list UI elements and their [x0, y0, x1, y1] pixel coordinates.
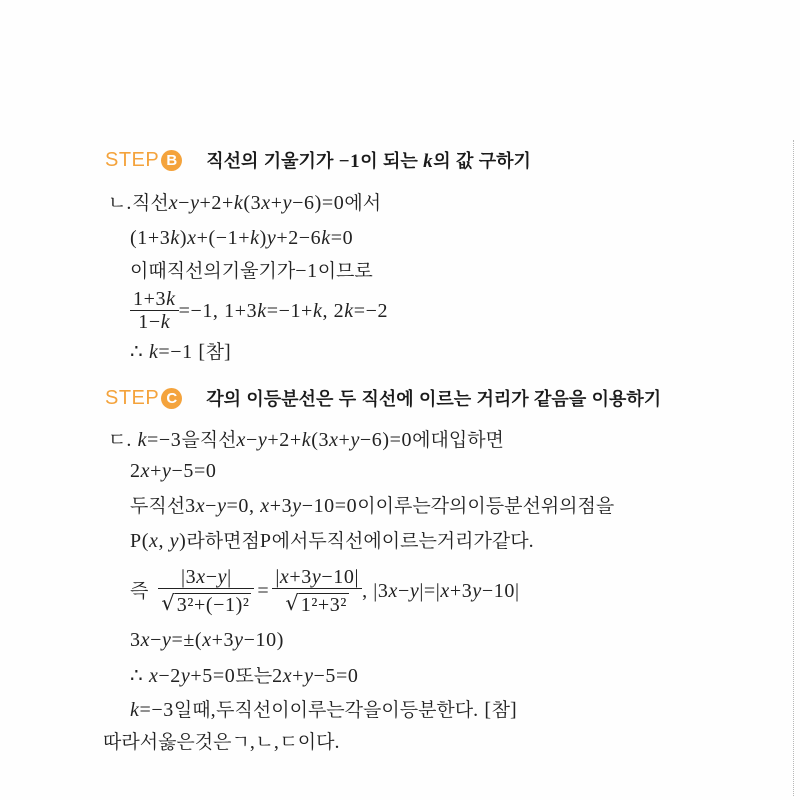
- math-variable: x: [261, 192, 271, 214]
- math-variable: y: [257, 429, 268, 451]
- math-variable: y: [169, 530, 180, 552]
- math-run: , |3x−y|=|x+3y−10|: [362, 579, 520, 602]
- math-run: =−1, 1+3k=−1+k, 2k=−2: [178, 299, 389, 322]
- math-variable: y: [350, 429, 360, 451]
- distance-fraction-1: [158, 566, 254, 615]
- math-run: .: [528, 530, 535, 552]
- math-run: −1: [333, 151, 361, 172]
- item-b-statement: ㄴ . 직선 x−y+2+k(3x+y−6)=0 에서: [108, 192, 382, 214]
- step-badge: C: [161, 388, 182, 409]
- math-run: x−y+2+k(3x+y−6)=0: [236, 429, 413, 451]
- math-variable: y: [217, 566, 228, 588]
- math-variable: x: [260, 495, 270, 517]
- math-variable: y: [292, 495, 302, 517]
- math-run: .: [334, 731, 341, 753]
- math-run: [333, 389, 338, 410]
- distance-equation-rest: [362, 579, 520, 603]
- math-run: [471, 389, 476, 410]
- math-variable: y: [217, 495, 227, 517]
- math-variable: k: [233, 192, 244, 214]
- slope-fraction: [130, 288, 179, 333]
- math-variable: k: [166, 288, 176, 310]
- math-run: |x+3y−10|: [275, 566, 360, 588]
- math-variable: x: [148, 665, 159, 687]
- fraction-numerator: [130, 288, 179, 311]
- math-run: −1: [295, 260, 318, 282]
- math-variable: k: [137, 429, 148, 451]
- item-b-slope-equation: [130, 288, 388, 333]
- item-b-slope-condition: 이때 직선의 기울기가 −1 이므로: [130, 260, 373, 282]
- fraction-denominator: [130, 311, 179, 333]
- fraction-numerator: [158, 566, 254, 589]
- item-c-statement: ㄷ . k=−3 을 직선 x−y+2+k(3x+y−6)=0 에 대입하면: [108, 429, 504, 451]
- math-variable: x: [195, 495, 206, 517]
- math-run: (1+3k)x+(−1+k)y+2−6k=0: [130, 227, 354, 249]
- item-b-expanded-equation: [130, 226, 353, 250]
- math-variable: x: [440, 579, 450, 602]
- item-c-bisector-lines: ∴ x−2y+5=0 또는 2x+y−5=0: [130, 665, 359, 687]
- math-run: .: [126, 192, 132, 214]
- math-run: ∴ x−2y+5=0: [130, 665, 236, 687]
- math-variable: x: [140, 629, 151, 651]
- math-run: ]: [509, 699, 518, 721]
- math-variable: k: [344, 299, 354, 322]
- math-run: x−y+2+k(3x+y−6)=0: [168, 192, 345, 214]
- math-variable: k: [257, 299, 267, 322]
- radicand: 3²+(−1)²: [176, 594, 250, 616]
- math-run: [241, 389, 246, 410]
- math-variable: y: [266, 227, 277, 249]
- math-variable: k: [148, 341, 159, 363]
- math-run: ∴ k=−1 [: [130, 341, 206, 363]
- step-b-heading: [105, 147, 531, 173]
- step-badge: B: [161, 150, 182, 171]
- conclusion: 따라서 옳은 것은 ㄱ , ㄴ , ㄷ이다 .: [103, 731, 341, 753]
- math-run: |3x−y|: [181, 566, 232, 588]
- math-run: [451, 151, 456, 172]
- fraction-denominator: [158, 589, 254, 615]
- math-run: 1−k: [138, 311, 171, 333]
- math-variable: y: [472, 579, 482, 602]
- math-variable: x: [202, 629, 212, 651]
- math-variable: y: [304, 665, 314, 687]
- math-variable: k: [423, 151, 434, 172]
- math-variable: x: [388, 579, 398, 602]
- math-run: [356, 389, 361, 410]
- slope-equation-rest: [179, 299, 389, 323]
- math-run: [586, 389, 591, 410]
- math-variable: y: [190, 192, 200, 214]
- math-variable: x: [140, 460, 151, 482]
- item-c-distance-equation: [130, 566, 520, 615]
- math-run: ,: [249, 731, 256, 753]
- step-label: STEP: [105, 148, 160, 171]
- fraction-numerator: [272, 566, 362, 589]
- item-c-plus-minus-equation: [130, 628, 284, 652]
- radical-sign: √: [285, 591, 299, 615]
- square-root: [285, 591, 349, 615]
- radicand: 1²+3²: [300, 594, 348, 616]
- math-variable: y: [234, 629, 244, 651]
- math-variable: x: [282, 665, 293, 687]
- square-root: [161, 591, 251, 615]
- math-run: P: [259, 530, 272, 552]
- math-run: ,: [210, 699, 217, 721]
- math-variable: x: [279, 566, 290, 588]
- item-c-point-definition: P(x, y) 라 하면 점 P 에서 두 직선에 이르는 거리가 같다 .: [130, 530, 535, 552]
- math-run: [418, 151, 433, 172]
- math-run: 3x−y=±(x+3y−10): [130, 629, 284, 651]
- math-variable: y: [282, 192, 293, 214]
- math-variable: x: [196, 566, 206, 588]
- math-variable: x: [329, 429, 339, 451]
- item-c-bisector-setup: 두 직선 3x−y=0, x+3y−10=0 이 이루는 각의 이등분선 위의 점을: [130, 495, 615, 517]
- math-run: . [: [473, 699, 492, 721]
- math-variable: x: [187, 227, 197, 249]
- math-run: 1+3k: [133, 288, 176, 310]
- math-run: [473, 151, 478, 172]
- math-variable: y: [311, 566, 322, 588]
- item-b-result: ∴ k=−1 [ 참 ]: [130, 341, 232, 363]
- math-run: 2x+y−5=0: [272, 665, 359, 687]
- math-variable: x: [236, 429, 246, 451]
- step-title: 직선의 기울기가 −1이 되는 k의 값 구하기: [206, 151, 531, 172]
- math-run: . k=−3: [126, 429, 182, 451]
- math-variable: k: [130, 699, 140, 721]
- math-run: P(x, y): [130, 530, 187, 552]
- math-run: [258, 151, 263, 172]
- math-variable: k: [160, 311, 171, 333]
- equals-sign: =: [257, 579, 270, 602]
- math-variable: k: [170, 227, 180, 249]
- step-label: STEP: [105, 386, 160, 409]
- step-c-heading: [105, 385, 661, 411]
- lead-word: 즉: [130, 579, 149, 602]
- math-run: 2x+y−5=0: [130, 460, 217, 482]
- math-variable: k: [301, 429, 312, 451]
- math-variable: y: [180, 665, 191, 687]
- math-variable: y: [161, 460, 172, 482]
- fraction-denominator: [272, 589, 362, 615]
- math-run: [529, 389, 534, 410]
- math-run: [378, 151, 383, 172]
- step-title: 각의 이등분선은 두 직선에 이르는 거리가 같음을 이용하기: [206, 389, 662, 410]
- math-variable: k: [312, 299, 323, 322]
- math-run: k=−3: [130, 699, 174, 721]
- math-run: ,: [273, 731, 280, 753]
- item-c-result: k=−3 일 때 , 두 직선이 이루는 각을 이등분한다 . [ 참 ]: [130, 699, 518, 721]
- math-run: [414, 389, 419, 410]
- math-variable: y: [409, 579, 420, 602]
- math-variable: k: [250, 227, 260, 249]
- distance-fraction-2: [272, 566, 362, 615]
- math-run: 3x−y=0, x+3y−10=0: [185, 495, 358, 517]
- margin-dotted-line: [793, 140, 794, 796]
- item-c-line-equation: [130, 459, 216, 483]
- math-variable: x: [148, 530, 159, 552]
- math-variable: x: [168, 192, 179, 214]
- math-variable: y: [161, 629, 172, 651]
- radical-sign: √: [161, 591, 175, 615]
- math-run: ]: [224, 341, 232, 363]
- math-variable: k: [321, 227, 331, 249]
